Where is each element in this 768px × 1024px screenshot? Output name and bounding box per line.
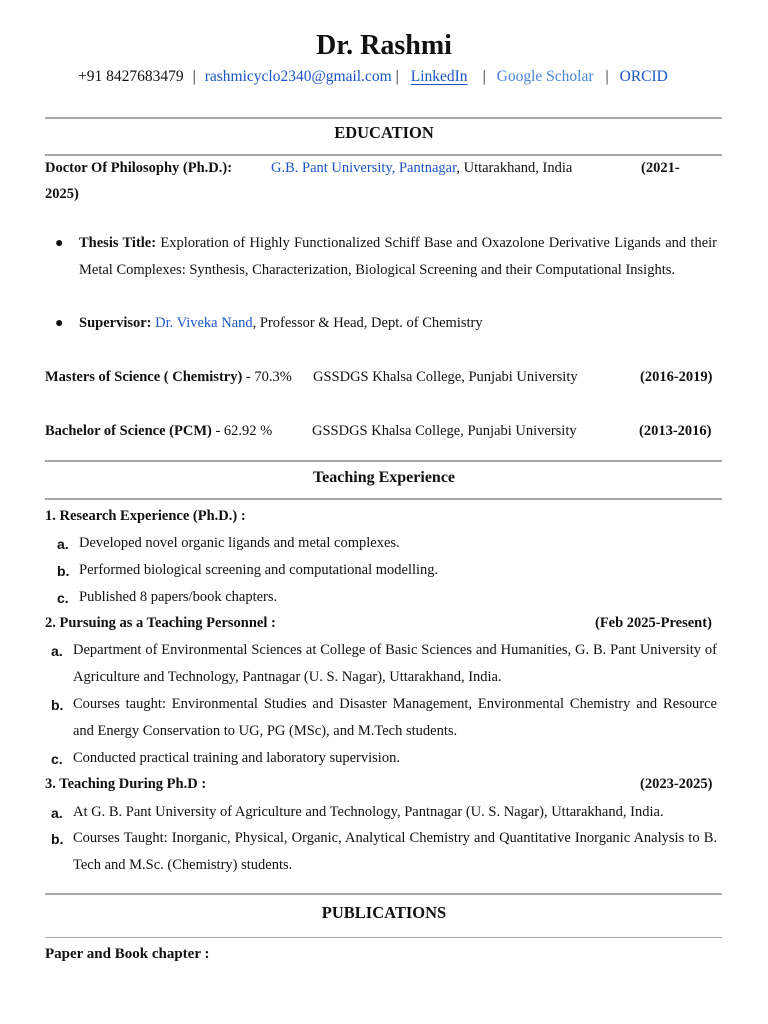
separator: | xyxy=(482,68,486,85)
divider xyxy=(45,498,722,500)
teaching-personnel-years: (Feb 2025-Present) xyxy=(595,615,712,631)
phd-degree: Doctor Of Philosophy (Ph.D.): xyxy=(45,160,233,176)
msc-years: (2016-2019) xyxy=(640,369,713,385)
separator: | xyxy=(605,68,609,85)
education-heading: EDUCATION xyxy=(334,123,434,142)
email-link[interactable]: rashmicyclo2340@gmail.com xyxy=(204,68,392,85)
list-item: Published 8 papers/book chapters. xyxy=(79,589,278,605)
supervisor xyxy=(79,310,717,337)
list-marker: c. xyxy=(57,590,69,606)
thesis-title xyxy=(79,230,717,284)
list-marker: c. xyxy=(51,751,63,767)
contact-line xyxy=(78,68,668,86)
supervisor-label: Supervisor: xyxy=(79,315,152,331)
list-marker: a. xyxy=(51,643,63,659)
bsc-years: (2013-2016) xyxy=(639,423,712,439)
supervisor-name-link[interactable]: Dr. Viveka Nand xyxy=(155,315,253,331)
bullet-icon: ● xyxy=(55,236,64,251)
divider xyxy=(45,117,722,119)
orcid-link[interactable]: ORCID xyxy=(619,68,668,85)
publications-subheading: Paper and Book chapter : xyxy=(45,946,210,962)
phone-number: +91 8427683479 xyxy=(78,68,184,85)
phd-years-end: 2025) xyxy=(45,186,79,202)
msc-degree xyxy=(45,369,292,386)
list-marker: b. xyxy=(51,831,64,847)
divider xyxy=(45,154,722,156)
page-title: Dr. Rashmi xyxy=(316,30,452,61)
separator: | xyxy=(395,68,399,85)
linkedin-link[interactable]: LinkedIn xyxy=(410,68,468,85)
teaching-personnel-heading: 2. Pursuing as a Teaching Personnel : xyxy=(45,615,276,631)
bsc-degree xyxy=(45,423,272,440)
bsc-college: GSSDGS Khalsa College, Punjabi University xyxy=(312,423,577,439)
publications-heading: PUBLICATIONS xyxy=(321,903,447,922)
teaching-heading: Teaching Experience xyxy=(312,469,456,486)
msc-college: GSSDGS Khalsa College, Punjabi University xyxy=(313,369,578,385)
phd-university-link[interactable]: G.B. Pant University, Pantnagar xyxy=(271,160,457,176)
list-marker: b. xyxy=(57,563,70,579)
separator: | xyxy=(192,68,196,85)
divider xyxy=(45,937,722,938)
list-item: Developed novel organic ligands and metal complexes. xyxy=(79,535,400,551)
thesis-label: Thesis Title: xyxy=(79,235,157,251)
google-scholar-link[interactable]: Google Scholar xyxy=(496,68,594,85)
bsc-score: - 62.92 % xyxy=(211,423,273,439)
list-item: Department of Environmental Sciences at College of Basic Sciences and Humanities, G. B. Pant University of Agriculture and Technology, Pantnagar (U. S. Nagar), Uttarakhand, India. xyxy=(73,642,717,685)
research-experience-heading: 1. Research Experience (Ph.D.) : xyxy=(45,508,246,524)
msc-degree-name: Masters of Science ( Chemistry) xyxy=(45,369,243,385)
list-item: Courses taught: Environmental Studies and Disaster Management, Environmental Chemistry and Resource and Energy Conservation to UG, PG (MSc), and M.Tech students. xyxy=(73,696,717,739)
list-item: At G. B. Pant University of Agriculture and Technology, Pantnagar (U. S. Nagar), Uttarakhand, India. xyxy=(73,804,664,820)
bsc-degree-name: Bachelor of Science (PCM) xyxy=(45,423,212,439)
list-marker: a. xyxy=(51,805,63,821)
list-marker: b. xyxy=(51,697,64,713)
divider xyxy=(45,893,722,895)
bullet-icon: ● xyxy=(55,316,64,331)
phd-institution xyxy=(271,160,572,177)
phd-location: , Uttarakhand, India xyxy=(456,160,573,176)
list-item: Courses Taught: Inorganic, Physical, Organic, Analytical Chemistry and Quantitative Inorganic Analysis to B. Tech and M.Sc. (Chemistry) students. xyxy=(73,830,717,873)
phd-years-start: (2021- xyxy=(641,160,680,176)
list-marker: a. xyxy=(57,536,69,552)
phd-teaching-years: (2023-2025) xyxy=(640,776,713,792)
msc-score: - 70.3% xyxy=(242,369,292,385)
list-item: Performed biological screening and computational modelling. xyxy=(79,562,439,578)
list-item: Conducted practical training and laboratory supervision. xyxy=(73,750,400,766)
divider xyxy=(45,460,722,462)
thesis-text: Exploration of Highly Functionalized Schiff Base and Oxazolone Derivative Ligands and their Metal Complexes: Synthesis, Characterization, Biological Screening and their Computational Insights. xyxy=(79,235,717,278)
supervisor-details: , Professor & Head, Dept. of Chemistry xyxy=(252,315,483,331)
phd-teaching-heading: 3. Teaching During Ph.D : xyxy=(45,776,207,792)
